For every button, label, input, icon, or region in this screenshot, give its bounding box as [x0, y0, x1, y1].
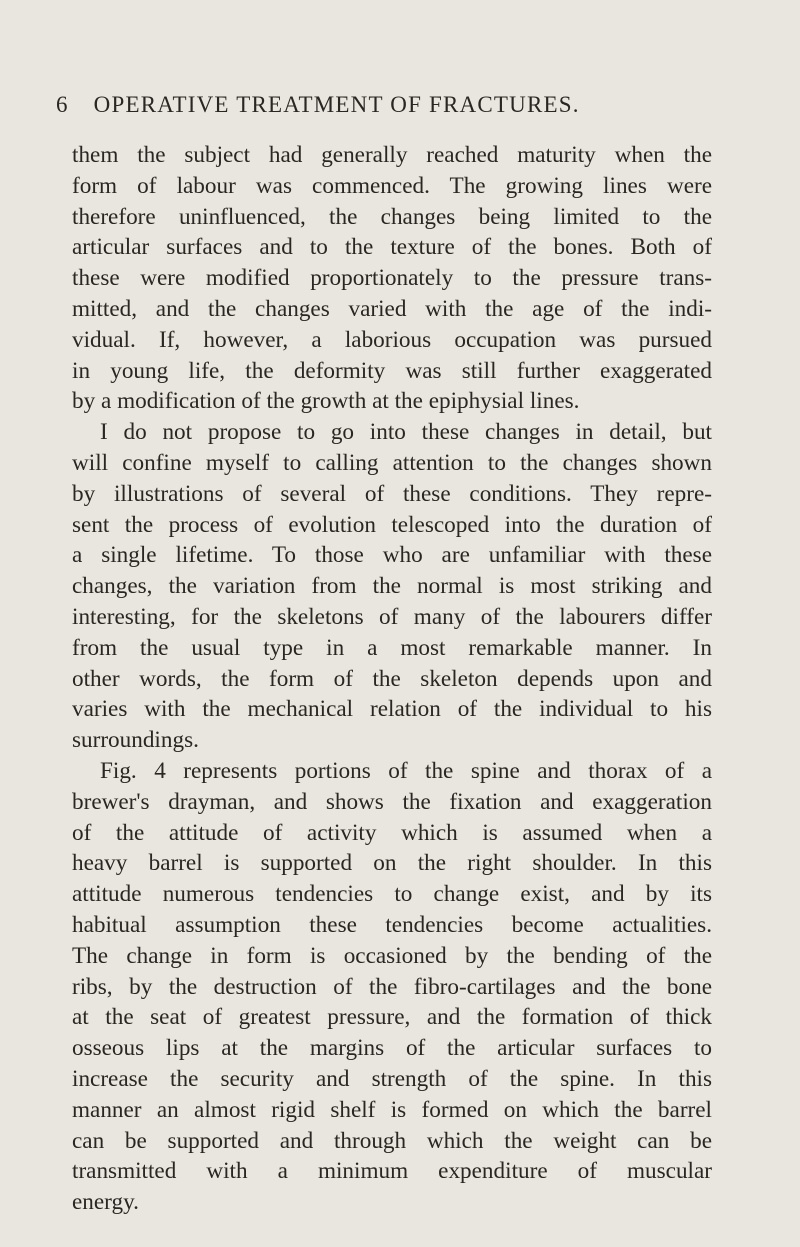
text-line: other words, the form of the skeleton depends upon and	[72, 665, 712, 692]
running-header	[56, 92, 676, 118]
text-line: osseous lips at the margins of the articular surfaces to	[72, 1035, 712, 1062]
text-line: energy.	[72, 1189, 139, 1216]
body-text	[72, 140, 712, 1218]
text-line: a single lifetime. To those who are unfamiliar with these	[72, 542, 712, 569]
text-line: articular surfaces and to the texture of the bones. Both of	[72, 234, 712, 261]
text-line: transmitted with a minimum expenditure of muscular	[72, 1158, 712, 1185]
text-line: these were modified proportionately to the pressure trans-	[72, 265, 712, 292]
text-line: ribs, by the destruction of the fibro-cartilages and the bone	[72, 973, 712, 1000]
text-line: Fig. 4 represents portions of the spine and thorax of a	[100, 757, 712, 784]
text-line: by illustrations of several of these conditions. They repre-	[72, 480, 712, 507]
text-line: habitual assumption these tendencies become actualities.	[72, 911, 712, 938]
page-number: 6	[56, 92, 69, 117]
text-line: I do not propose to go into these changes in detail, but	[100, 419, 712, 446]
text-line: in young life, the deformity was still further exaggerated	[72, 357, 712, 384]
text-line: mitted, and the changes varied with the age of the indi-	[72, 295, 712, 322]
text-line: from the usual type in a most remarkable manner. In	[72, 634, 712, 661]
text-line: vidual. If, however, a laborious occupation was pursued	[72, 326, 712, 353]
text-line: by a modification of the growth at the epiphysial lines.	[72, 388, 580, 415]
text-line: brewer's drayman, and shows the fixation and exaggeration	[72, 788, 712, 815]
text-line: increase the security and strength of the spine. In this	[72, 1065, 712, 1092]
text-line: form of labour was commenced. The growing lines were	[72, 172, 712, 199]
text-line: varies with the mechanical relation of the individual to his	[72, 696, 712, 723]
running-title: OPERATIVE TREATMENT OF FRACTURES.	[93, 92, 580, 117]
text-line: heavy barrel is supported on the right shoulder. In this	[72, 850, 712, 877]
text-line: manner an almost rigid shelf is formed on which the barrel	[72, 1096, 712, 1123]
text-line: interesting, for the skeletons of many of the labourers differ	[72, 603, 712, 630]
text-line: changes, the variation from the normal is most striking and	[72, 573, 712, 600]
text-line: surroundings.	[72, 727, 199, 754]
text-line: The change in form is occasioned by the bending of the	[72, 942, 712, 969]
text-line: will confine myself to calling attention to the changes shown	[72, 449, 712, 476]
text-line: can be supported and through which the weight can be	[72, 1127, 712, 1154]
text-line: of the attitude of activity which is assumed when a	[72, 819, 712, 846]
text-line: at the seat of greatest pressure, and the formation of thick	[72, 1004, 712, 1031]
text-line: sent the process of evolution telescoped into the duration of	[72, 511, 712, 538]
text-line: therefore uninfluenced, the changes being limited to the	[72, 203, 712, 230]
text-line: them the subject had generally reached maturity when the	[72, 142, 712, 168]
text-line: attitude numerous tendencies to change exist, and by its	[72, 881, 712, 908]
